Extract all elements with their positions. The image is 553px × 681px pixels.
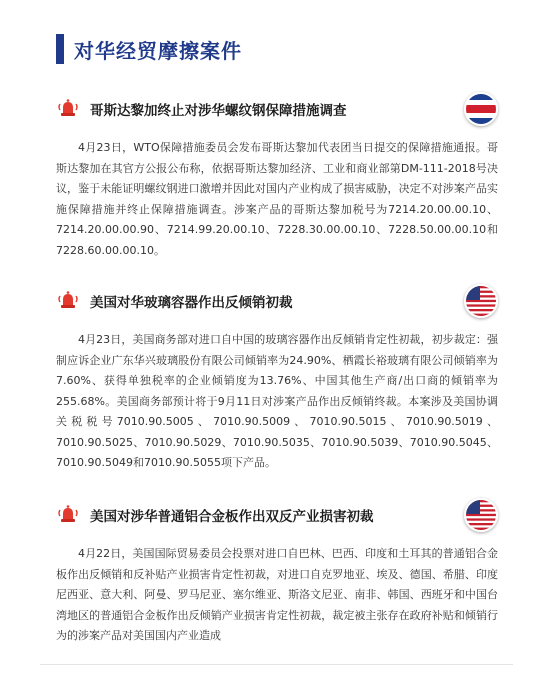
article-title: 美国对华玻璃容器作出反倾销初裁 (90, 295, 293, 311)
article-header (56, 92, 498, 126)
article-costa-rica (56, 92, 498, 261)
alarm-icon (56, 290, 80, 312)
section-accent-bar (56, 34, 64, 64)
article-us-aluminum (56, 498, 498, 647)
article-header (56, 284, 498, 318)
article-title: 哥斯达黎加终止对涉华螺纹钢保障措施调查 (90, 103, 347, 119)
article-body: 4月22日，美国国际贸易委员会投票对进口自巴林、巴西、印度和土耳其的普通铝合金板作出反倾销和反补贴产业损害肯定性初裁，对进口自克罗地亚、埃及、德国、希腊、印度尼西亚、意大利、阿曼、罗马尼亚、塞尔维亚、斯洛文尼亚、南非、韩国、西班牙和中国台湾地区的普通铝合金板作出反倾销产业损害肯定性初裁，裁定被主张存在政府补贴和倾销行为的涉案产品对美国国内产业造成 (56, 547, 498, 642)
costa-rica-flag-icon (464, 92, 498, 126)
usa-flag-icon (464, 498, 498, 532)
usa-flag-icon (464, 284, 498, 318)
bottom-divider (40, 664, 513, 665)
article-us-glass (56, 284, 498, 474)
article-body: 4月23日，美国商务部对进口自中国的玻璃容器作出反倾销肯定性初裁，初步裁定：强制应诉企业广东华兴玻璃股份有限公司倾销率为24.90%、栖霞长裕玻璃有限公司倾销率为7.60%、获得单独税率的企业倾销度为13.76%、中国其他生产商/出口商的倾销率为255.68%。美国商务部预计将于9月11日对涉案产品作出反倾销终裁。本案涉及美国协调关税税号7010.90.5005、7010.90.5009、7010.90.5015、7010.90.5019、7010.90.5025、7010.90.5029、7010.90.5035、7010.90.5039、7010.90.5045、7010.90.5049和7010.90.5055项下产品。 (56, 333, 498, 469)
alarm-icon (56, 504, 80, 526)
section-header (56, 32, 242, 66)
alarm-icon (56, 98, 80, 120)
section-title: 对华经贸摩擦案件 (74, 38, 242, 63)
article-body: 4月23日，WTO保障措施委员会发布哥斯达黎加代表团当日提交的保障措施通报。哥斯达黎加在其官方公报公布称，依据哥斯达黎加经济、工业和商业部第DM-111-2018号决议，鉴于未能证明螺纹钢进口激增并因此对国内产业构成了损害威胁，决定不对涉案产品实施保障措施并终止保障措施调查。涉案产品的哥斯达黎加税号为7214.20.00.00.10、7214.20.00.00.90、7214.99.20.00.10、7228.30.00.00.10、7228.50.00.00.10和7228.60.00.00.10。 (56, 141, 498, 257)
article-header (56, 498, 498, 532)
article-title: 美国对涉华普通铝合金板作出双反产业损害初裁 (90, 509, 374, 525)
